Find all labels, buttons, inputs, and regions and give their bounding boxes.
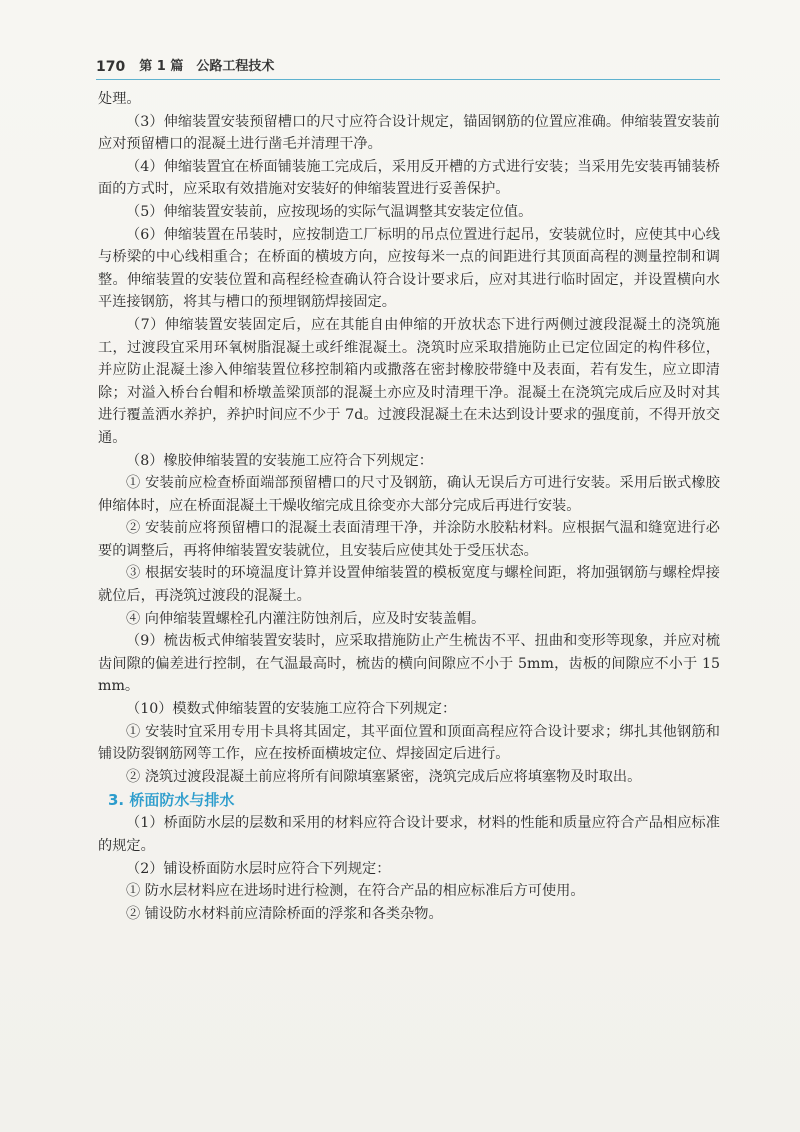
paragraph-item-9: （9）梳齿板式伸缩装置安装时，应采取措施防止产生梳齿不平、扭曲和变形等现象，并应对梳齿间隙的偏差进行控制，在气温最高时，梳齿的横向间隙应不小于 5mm，齿板的间隙应不小于 15mm。: [98, 633, 720, 695]
paragraph-item-8-2: ② 安装前应将预留槽口的混凝土表面清理干净，并涂防水胶粘材料。应根据气温和缝宽进行必要的调整后，再将伸缩装置安装就位，且安装后应使其处于受压状态。: [98, 520, 720, 559]
paragraph-item-8-4: ④ 向伸缩装置螺栓孔内灌注防蚀剂后，应及时安装盖帽。: [126, 610, 486, 627]
paragraph-continuation: 处理。: [98, 91, 141, 107]
paragraph-item-8-1: ① 安装前应检查桥面端部预留槽口的尺寸及钢筋，确认无误后方可进行安装。采用后嵌式橡胶伸缩体时，应在桥面混凝土干燥收缩完成且徐变亦大部分完成后再进行安装。: [98, 475, 720, 514]
paragraph-item-6: （6）伸缩装置在吊装时，应按制造工厂标明的吊点位置进行起吊，安装就位时，应使其中心线与桥梁的中心线相重合；在桥面的横坡方向，应按每米一点的间距进行其顶面高程的测量控制和调整。伸缩装置的安装位置和高程经检查确认符合设计要求后，应对其进行临时固定，并设置横向水平连接钢筋，将其与槽口的预埋钢筋焊接固定。: [98, 226, 720, 311]
paragraph-item-10-2: ② 浇筑过渡段混凝土前应将所有间隙填塞紧密，浇筑完成后应将填塞物及时取出。: [126, 768, 642, 785]
page-number: 170: [96, 59, 126, 75]
paragraph-waterproof-2: （2）铺设桥面防水层时应符合下列规定：: [126, 860, 391, 877]
paragraph-item-3: （3）伸缩装置安装预留槽口的尺寸应符合设计规定，锚固钢筋的位置应准确。伸缩装置安装前应对预留槽口的混凝土进行凿毛并清理干净。: [98, 113, 720, 153]
body-text: [98, 88, 720, 925]
page-header: [96, 52, 720, 76]
header-divider: [96, 79, 720, 80]
paragraph-item-4: （4）伸缩装置宜在桥面铺装施工完成后，采用反开槽的方式进行安装；当采用先安装再铺装桥面的方式时，应采取有效措施对安装好的伸缩装置进行妥善保护。: [98, 158, 720, 198]
paragraph-item-8: （8）橡胶伸缩装置的安装施工应符合下列规定：: [126, 452, 433, 469]
paragraph-item-7: （7）伸缩装置安装固定后，应在其能自由伸缩的开放状态下进行两侧过渡段混凝土的浇筑施工，过渡段宜采用环氧树脂混凝土或纤维混凝土。浇筑时应采取措施防止已定位固定的构件移位，并应防止混凝土渗入伸缩装置位移控制箱内或撒落在密封橡胶带缝中及表面，若有发生，应立即清除；对溢入桥台台帽和桥墩盖梁顶部的混凝土亦应及时清理干净。混凝土在浇筑完成后应及时对其进行覆盖洒水养护，养护时间应不少于 7d。过渡段混凝土在未达到设计要求的强度前，不得开放交通。: [98, 316, 720, 446]
paragraph-waterproof-2-2: ② 铺设防水材料前应清除桥面的浮浆和各类杂物。: [126, 905, 443, 922]
section-heading: 3. 桥面防水与排水: [108, 791, 235, 810]
paragraph-waterproof-2-1: ① 防水层材料应在进场时进行检测，在符合产品的相应标准后方可使用。: [126, 883, 585, 900]
paragraph-item-8-3: ③ 根据安装时的环境温度计算并设置伸缩装置的模板宽度与螺栓间距，将加强钢筋与螺栓焊接就位后，再浇筑过渡段的混凝土。: [98, 565, 720, 605]
running-title: 第 1 篇 公路工程技术: [139, 59, 275, 74]
paragraph-item-10: （10）模数式伸缩装置的安装施工应符合下列规定：: [126, 701, 457, 718]
paragraph-item-10-1: ① 安装时宜采用专用卡具将其固定，其平面位置和顶面高程应符合设计要求；绑扎其他钢筋和铺设防裂钢筋网等工作，应在按桥面横坡定位、焊接固定后进行。: [98, 723, 720, 763]
paragraph-item-5: （5）伸缩装置安装前，应按现场的实际气温调整其安装定位值。: [126, 203, 533, 220]
paragraph-waterproof-1: （1）桥面防水层的层数和采用的材料应符合设计要求，材料的性能和质量应符合产品相应标准的规定。: [98, 815, 720, 854]
